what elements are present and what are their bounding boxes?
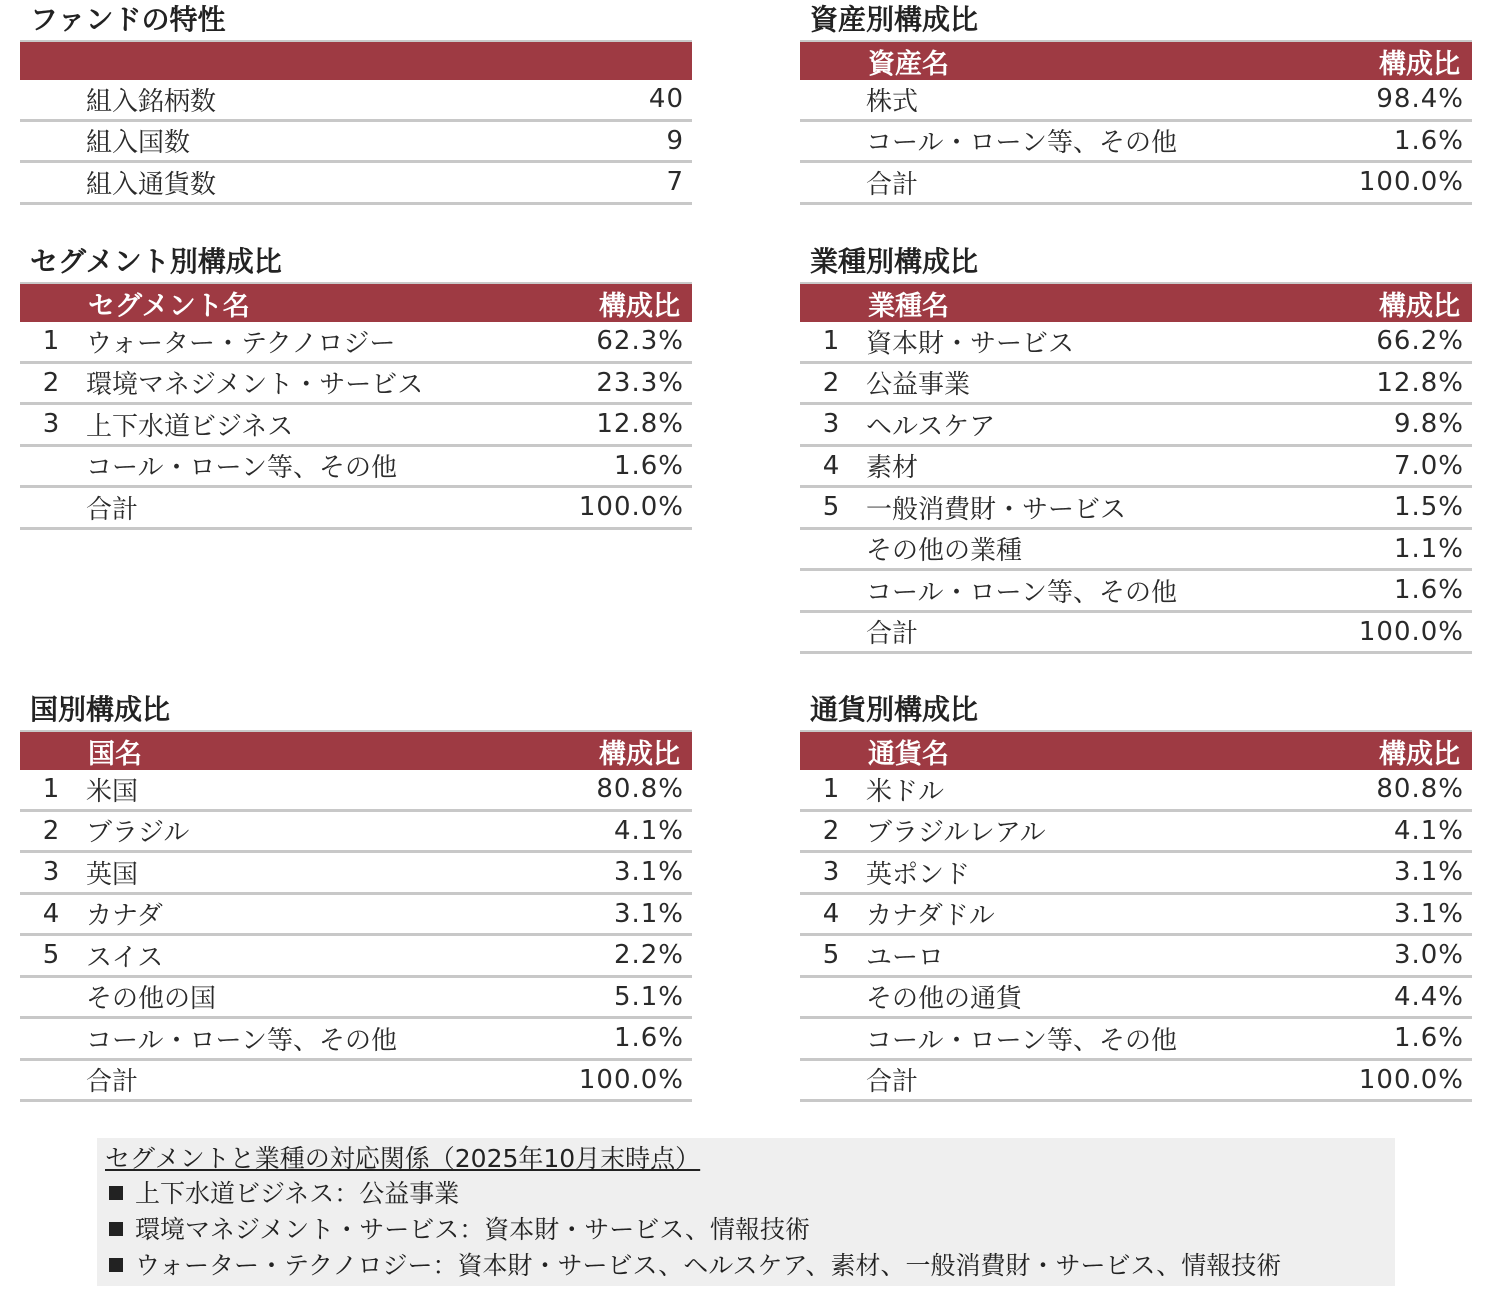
table-row [800, 613, 1472, 655]
header-value: 構成比 [1379, 48, 1460, 80]
row-name: コール・ローン等、その他 [866, 1025, 1177, 1056]
table-row [800, 447, 1472, 489]
row-value: 4.1% [1393, 815, 1464, 846]
header-value: 構成比 [599, 738, 680, 770]
row-rank: 1 [822, 774, 840, 805]
row-rank: 3 [822, 857, 840, 888]
row-value: 7 [666, 167, 684, 198]
header-value: 構成比 [1379, 738, 1460, 770]
row-name: スイス [86, 942, 164, 973]
row-name: 組入国数 [86, 128, 191, 159]
row-rank: 5 [822, 492, 840, 523]
row-name: 英国 [86, 859, 139, 890]
row-value: 80.8% [1376, 774, 1464, 805]
table-header [20, 40, 692, 80]
square-bullet-icon [109, 1222, 123, 1236]
row-name: カナダ [86, 901, 163, 932]
row-name: 株式 [866, 86, 919, 117]
row-value: 2.2% [613, 940, 684, 971]
header-name: 国名 [88, 738, 142, 770]
table-row [20, 895, 692, 937]
industry-allocation-panel [800, 242, 1472, 654]
row-name: 組入銘柄数 [86, 86, 217, 117]
row-rank: 2 [42, 815, 60, 846]
segment-industry-mapping-note [97, 1138, 1395, 1286]
table-row [800, 770, 1472, 812]
fund-characteristics-title: ファンドの特性 [30, 3, 226, 36]
row-value: 23.3% [596, 367, 684, 398]
table-row [20, 770, 692, 812]
table-row [20, 405, 692, 447]
row-name: 米国 [86, 776, 139, 807]
row-rank: 1 [42, 774, 60, 805]
row-rank: 3 [42, 409, 60, 440]
row-value: 9.8% [1393, 409, 1464, 440]
row-value: 100.0% [1358, 1064, 1464, 1095]
country-allocation-panel [20, 690, 692, 1102]
row-name: ユーロ [866, 942, 945, 973]
row-name: 公益事業 [866, 370, 971, 401]
row-value: 9 [666, 125, 684, 156]
row-name: その他の業種 [866, 536, 1023, 567]
table-row [800, 936, 1472, 978]
row-name: ブラジル [86, 818, 190, 849]
row-name: 上下水道ビジネス [86, 411, 294, 442]
row-rank: 1 [822, 326, 840, 357]
table-row [800, 488, 1472, 530]
table-row [20, 1019, 692, 1061]
currency-allocation-panel [800, 690, 1472, 1102]
table-header [800, 282, 1472, 322]
row-value: 80.8% [596, 774, 684, 805]
table-row [800, 1019, 1472, 1061]
row-name: コール・ローン等、その他 [866, 128, 1177, 159]
note-line [105, 1212, 1395, 1248]
row-name: 合計 [86, 1067, 139, 1098]
row-value: 62.3% [596, 326, 684, 357]
table-header [800, 40, 1472, 80]
row-value: 3.0% [1393, 940, 1464, 971]
table-row [800, 80, 1472, 122]
note-line-text: ウォーター・テクノロジー：資本財・サービス、ヘルスケア、素材、一般消費財・サービス、情報技術 [135, 1251, 1282, 1280]
row-name: 一般消費財・サービス [866, 494, 1127, 525]
row-rank: 2 [822, 815, 840, 846]
row-value: 1.6% [1393, 125, 1464, 156]
table-row [20, 936, 692, 978]
table-row [20, 488, 692, 530]
table-row [800, 978, 1472, 1020]
table-row [20, 853, 692, 895]
country-allocation-title: 国別構成比 [30, 693, 171, 726]
square-bullet-icon [109, 1258, 123, 1272]
row-value: 1.5% [1393, 492, 1464, 523]
table-row [800, 812, 1472, 854]
industry-allocation-title: 業種別構成比 [810, 245, 979, 278]
row-name: 組入通貨数 [86, 169, 217, 200]
row-value: 100.0% [578, 1064, 684, 1095]
row-value: 100.0% [578, 492, 684, 523]
table-row [20, 80, 692, 122]
asset-allocation-title: 資産別構成比 [810, 3, 979, 36]
row-rank: 1 [42, 326, 60, 357]
table-row [800, 364, 1472, 406]
row-value: 5.1% [613, 981, 684, 1012]
table-row [20, 122, 692, 164]
row-name: カナダドル [866, 901, 995, 932]
row-rank: 4 [822, 450, 840, 481]
row-rank: 2 [42, 367, 60, 398]
row-value: 40 [648, 84, 684, 115]
row-name: ウォーター・テクノロジー [86, 328, 396, 359]
row-name: 合計 [866, 169, 919, 200]
header-value: 構成比 [599, 290, 680, 322]
row-value: 12.8% [596, 409, 684, 440]
row-rank: 2 [822, 367, 840, 398]
row-rank: 4 [42, 898, 60, 929]
row-name: 合計 [866, 619, 919, 650]
row-rank: 3 [42, 857, 60, 888]
row-value: 1.6% [1393, 1023, 1464, 1054]
header-name: 通貨名 [868, 738, 949, 770]
table-row [20, 322, 692, 364]
table-row [800, 163, 1472, 205]
table-row [800, 1061, 1472, 1103]
table-row [800, 405, 1472, 447]
row-name: 米ドル [866, 776, 945, 807]
table-row [20, 812, 692, 854]
row-name: コール・ローン等、その他 [86, 453, 397, 484]
row-value: 100.0% [1358, 167, 1464, 198]
note-line [105, 1176, 1395, 1212]
note-line [105, 1248, 1395, 1284]
row-name: コール・ローン等、その他 [866, 577, 1177, 608]
row-value: 3.1% [1393, 857, 1464, 888]
note-line-text: 上下水道ビジネス：公益事業 [135, 1179, 460, 1208]
row-name: 合計 [86, 494, 139, 525]
row-rank: 5 [42, 940, 60, 971]
row-rank: 4 [822, 898, 840, 929]
row-name: 環境マネジメント・サービス [86, 370, 424, 401]
table-row [20, 364, 692, 406]
table-row [20, 978, 692, 1020]
row-value: 7.0% [1393, 450, 1464, 481]
asset-allocation-panel [800, 0, 1472, 205]
row-value: 12.8% [1376, 367, 1464, 398]
row-name: コール・ローン等、その他 [86, 1025, 397, 1056]
segment-allocation-panel [20, 242, 692, 530]
row-value: 4.1% [613, 815, 684, 846]
row-name: その他の国 [86, 984, 217, 1015]
table-header [20, 730, 692, 770]
row-name: 素材 [866, 453, 919, 484]
row-value: 1.6% [613, 450, 684, 481]
row-name: ヘルスケア [866, 411, 996, 442]
row-value: 66.2% [1376, 326, 1464, 357]
row-value: 3.1% [613, 857, 684, 888]
row-rank: 3 [822, 409, 840, 440]
table-row [800, 322, 1472, 364]
row-value: 3.1% [613, 898, 684, 929]
row-name: 英ポンド [866, 859, 971, 890]
fund-characteristics-panel [20, 0, 692, 205]
square-bullet-icon [109, 1186, 123, 1200]
currency-allocation-title: 通貨別構成比 [810, 693, 979, 726]
header-name: セグメント名 [88, 290, 250, 322]
table-row [20, 163, 692, 205]
row-value: 1.6% [613, 1023, 684, 1054]
row-value: 1.1% [1393, 533, 1464, 564]
row-value: 98.4% [1376, 84, 1464, 115]
row-name: ブラジルレアル [866, 818, 1046, 849]
table-row [800, 571, 1472, 613]
table-row [20, 447, 692, 489]
table-header [20, 282, 692, 322]
header-value: 構成比 [1379, 290, 1460, 322]
row-name: 合計 [866, 1067, 919, 1098]
header-name: 業種名 [868, 290, 949, 322]
segment-allocation-title: セグメント別構成比 [30, 245, 282, 278]
note-title: セグメントと業種の対応関係（2025年10月末時点） [105, 1144, 701, 1173]
table-row [20, 1061, 692, 1103]
table-header [800, 730, 1472, 770]
note-line-text: 環境マネジメント・サービス：資本財・サービス、情報技術 [135, 1215, 811, 1244]
table-row [800, 122, 1472, 164]
row-name: その他の通貨 [866, 984, 1023, 1015]
row-value: 1.6% [1393, 575, 1464, 606]
row-name: 資本財・サービス [866, 328, 1075, 359]
row-value: 100.0% [1358, 616, 1464, 647]
header-name: 資産名 [868, 48, 949, 80]
table-row [800, 853, 1472, 895]
table-row [800, 530, 1472, 572]
row-rank: 5 [822, 940, 840, 971]
row-value: 3.1% [1393, 898, 1464, 929]
table-row [800, 895, 1472, 937]
row-value: 4.4% [1393, 981, 1464, 1012]
